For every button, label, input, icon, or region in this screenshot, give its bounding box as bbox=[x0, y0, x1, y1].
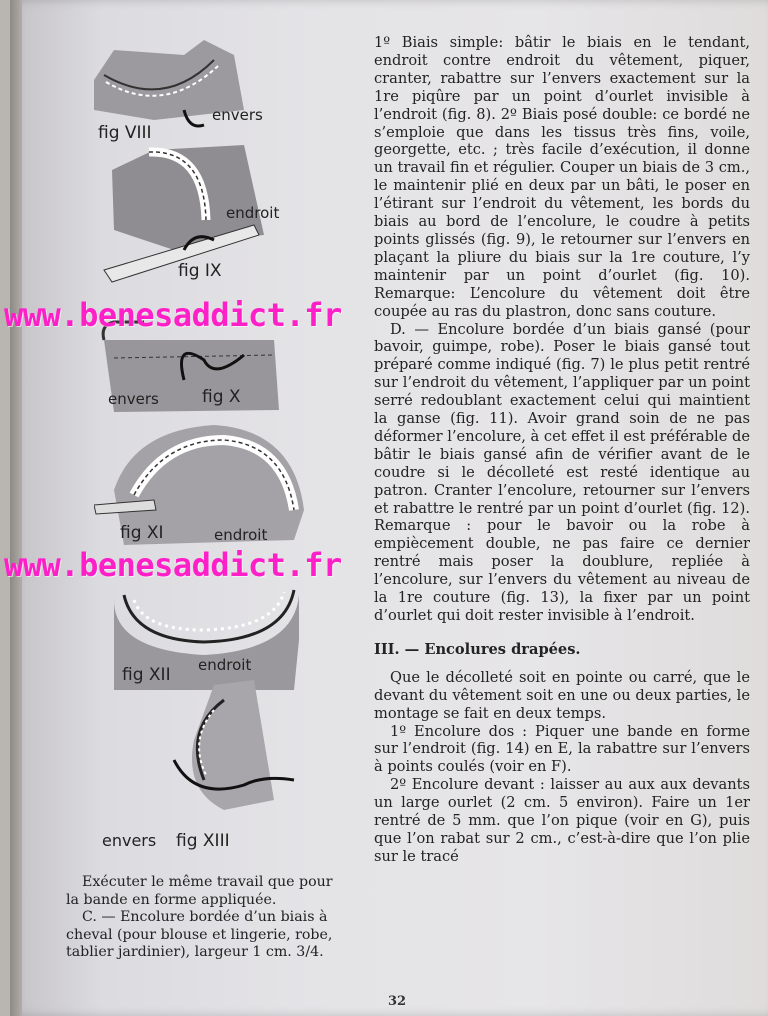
figure-13 bbox=[102, 680, 294, 851]
paragraph-biais: 1º Biais simple: bâtir le biais en le tendant, endroit contre endroit du vêtement, piquer, cranter, rabattre sur l’envers exactement sur la 1re piqûre par un point d’ourlet invisible à l’endroit (fig. 8). 2º Biais posé double: ce bordé ne s’emploie que dans les tissus très fins, voile, georgette, etc. ; très facile d’exécution, il donne un travail fin et régulier. Couper un biais de 3 cm., le maintenir plié en deux par un bâti, le poser en l’étirant sur l’endroit du vêtement, les bords du biais au bord de l’encolure, le coudre à petits points glissés (fig. 9), le retourner sur l’envers en plaçant la pliure du biais sur la 1re couture, l’y maintenir par un point d’ourlet (fig. 10). Remarque: L’encolure du vêtement doit être coupée au ras du plastron, donc sans couture. bbox=[374, 34, 750, 320]
watermark-top: www.benesaddict.fr bbox=[4, 296, 342, 334]
fig10-label: fig X bbox=[202, 387, 241, 407]
fig8-envers-label: envers bbox=[212, 106, 263, 124]
paragraph-decollete: Que le décolleté soit en pointe ou carré, que le devant du vêtement soit en une ou deux parties, le montage se fait en deux temps. bbox=[374, 668, 750, 722]
page-number: 32 bbox=[388, 994, 407, 1009]
fig8-label: fig VIII bbox=[98, 123, 152, 143]
sewing-illustrations bbox=[94, 40, 364, 860]
fig10-envers-label: envers bbox=[108, 390, 159, 408]
figure-9 bbox=[104, 145, 279, 282]
caption-paragraph-1: Exécuter le même travail que pour la bande en forme appliquée. bbox=[66, 874, 333, 908]
section-heading-encolures-drapees: III. — Encolures drapées. bbox=[374, 640, 581, 658]
watermark-bottom: www.benesaddict.fr bbox=[4, 546, 342, 584]
fig12-endroit-label: endroit bbox=[198, 656, 252, 674]
fig11-endroit-label: endroit bbox=[214, 526, 268, 544]
book-page bbox=[10, 0, 768, 1016]
figure-12 bbox=[114, 590, 299, 690]
fig13-label: fig XIII bbox=[176, 831, 230, 851]
main-text-column bbox=[374, 34, 750, 866]
fig12-label: fig XII bbox=[122, 665, 171, 685]
figure-11 bbox=[94, 425, 304, 545]
caption-paragraph-2: C. — Encolure bordée d’un biais à cheval (pour blouse et lingerie, robe, tablier jardinier), largeur 1 cm. 3/4. bbox=[66, 909, 333, 960]
page-gutter bbox=[10, 0, 22, 1016]
fig11-label: fig XI bbox=[120, 523, 164, 543]
paragraph-encolure-devant: 2º Encolure devant : laisser au aux aux devants un large ourlet (2 cm. 5 environ). Faire un 1er rentré de 5 mm. que l’on pique (voir en G), puis que l’on rabat sur 2 cm., c’est-à-dire que l’on plie sur le tracé bbox=[374, 776, 750, 865]
paragraph-encolure-dos: 1º Encolure dos : Piquer une bande en forme sur l’endroit (fig. 14) en E, la rabattre sur l’envers à points coulés (voir en F). bbox=[374, 722, 750, 776]
figure-8 bbox=[94, 40, 263, 143]
figure-10 bbox=[103, 322, 279, 412]
fig9-endroit-label: endroit bbox=[226, 204, 280, 222]
paragraph-section-d: D. — Encolure bordée d’un biais gansé (pour bavoir, guimpe, robe). Poser le biais gansé tout préparé comme indiqué (fig. 7) le plus petit rentré sur l’endroit du vêtement, l’appliquer par un point serré redoublant exactement celui qui maintient la ganse (fig. 11). Avoir grand soin de ne pas déformer l’encolure, à cet effet il est préférable de bâtir le biais gansé afin de vérifier avant de le coudre si le décolleté est resté identique au patron. Cranter l’encolure, retourner sur l’envers et rabattre le rentré par un point d’ourlet (fig. 12). Remarque : pour le bavoir ou la robe à empiècement double, ne pas faire ce dernier rentré mais poser la doublure, repliée à l’encolure, sur l’envers du vêtement au niveau de la 1re couture (fig. 13), la fixer par un point d’ourlet qui doit rester invisible à l’endroit. bbox=[374, 320, 750, 624]
left-caption bbox=[66, 874, 350, 962]
fig13-envers-label: envers bbox=[102, 831, 157, 850]
fig9-label: fig IX bbox=[178, 261, 222, 281]
